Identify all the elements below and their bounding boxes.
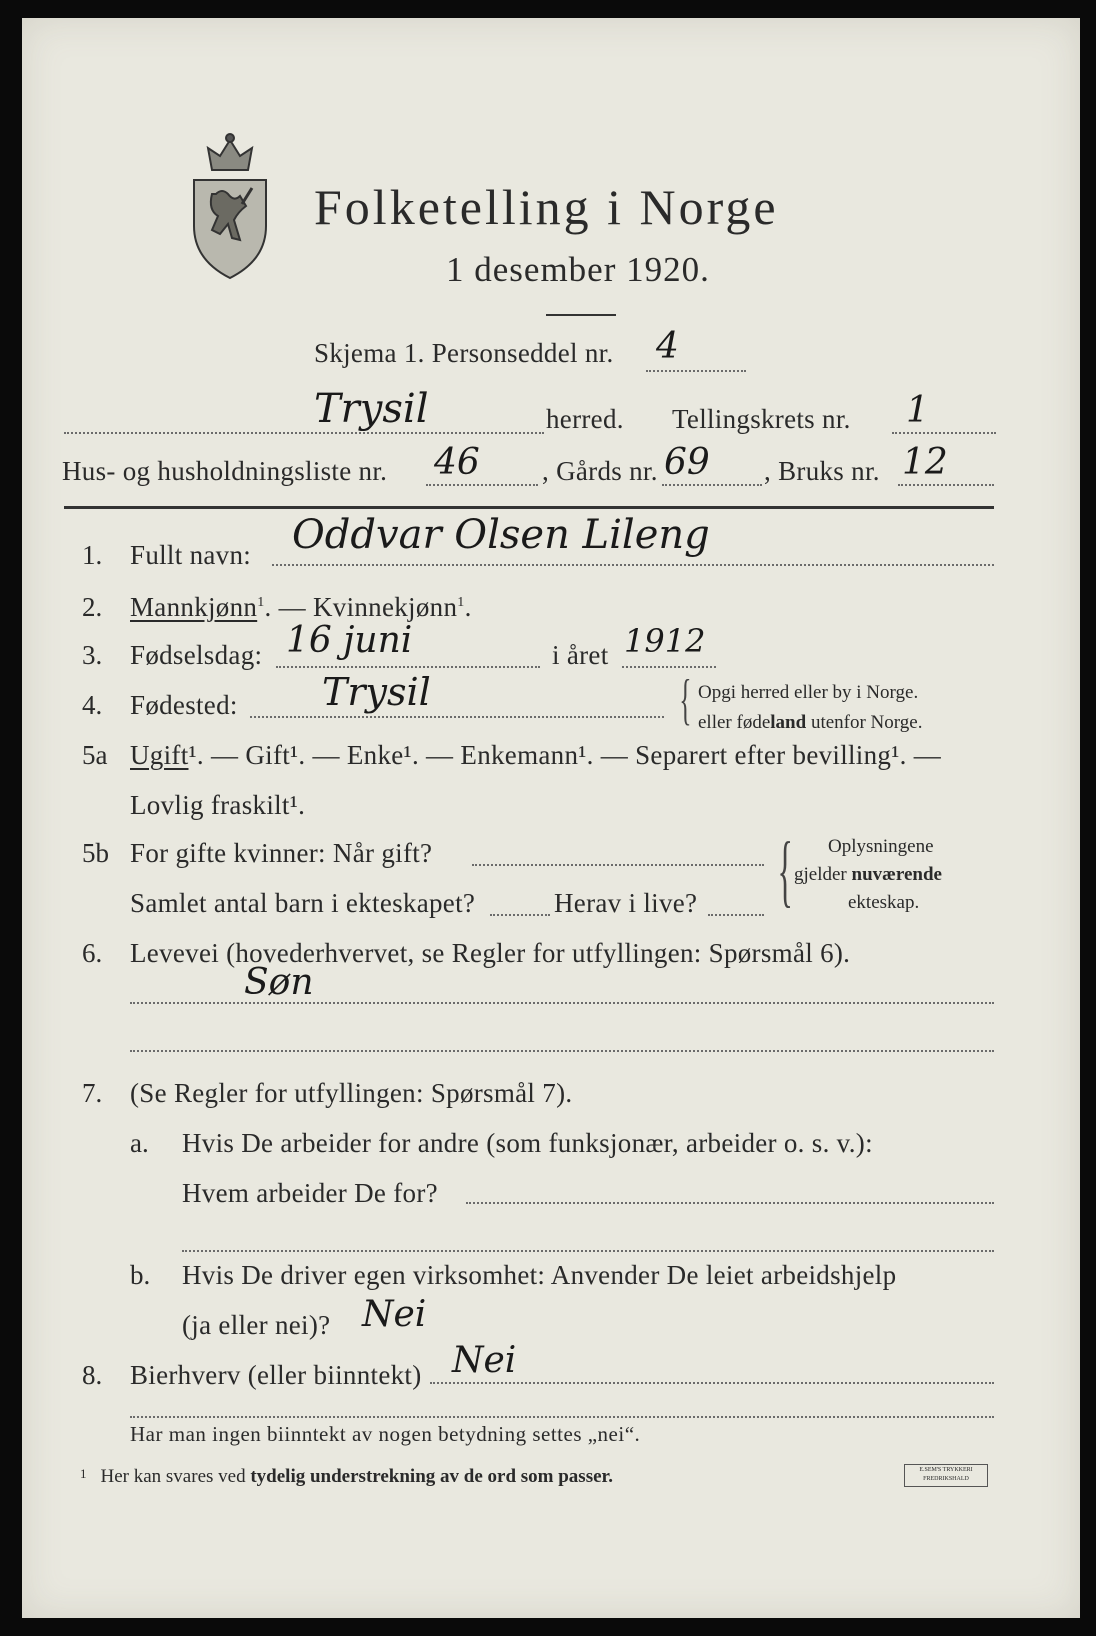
printer-stamp bbox=[904, 1464, 988, 1487]
q2-footnote-mark-2: 1 bbox=[457, 595, 465, 610]
census-form-page bbox=[22, 18, 1080, 1618]
q2-number: 2. bbox=[82, 592, 103, 622]
q7b-number: b. bbox=[130, 1260, 151, 1290]
q5b-note2-a: gjelder bbox=[794, 864, 852, 885]
q7-label: (Se Regler for utfyllingen: Spørsmål 7). bbox=[130, 1078, 573, 1108]
herred-value: Trysil bbox=[314, 386, 429, 432]
schema-number-value: 4 bbox=[656, 326, 679, 367]
q3-dotted-line bbox=[276, 666, 540, 668]
q6-label: Levevei (hovederhvervet, se Regler for utfyllingen: Spørsmål 6). bbox=[130, 938, 851, 968]
q5a-ugift-option: Ugift bbox=[130, 740, 189, 770]
q5b-note-line2 bbox=[794, 864, 942, 886]
q7b-line2: (ja eller nei)? bbox=[182, 1310, 331, 1340]
q7b-line1: Hvis De driver egen virksomhet: Anvender De leiet arbeidshjelp bbox=[182, 1260, 897, 1290]
q5b-number: 5b bbox=[82, 838, 109, 868]
herred-dotted-line bbox=[64, 432, 544, 434]
q3-year-value: 1912 bbox=[624, 622, 706, 660]
norwegian-coat-of-arms-icon bbox=[188, 130, 272, 280]
q8-number: 8. bbox=[82, 1360, 103, 1390]
q4-note-brace: { bbox=[679, 669, 692, 731]
q4-dotted-line bbox=[250, 716, 664, 718]
q4-label: Fødested: bbox=[130, 690, 238, 720]
q5a-number: 5a bbox=[82, 740, 108, 770]
footnote-text: Her kan svares ved bbox=[100, 1466, 251, 1487]
tellingskrets-label: Tellingskrets nr. bbox=[672, 404, 851, 434]
q4-note2-bold: land bbox=[770, 712, 807, 733]
q7a-line2: Hvem arbeider De for? bbox=[182, 1178, 438, 1208]
q5b-note2-bold: nuværende bbox=[851, 864, 942, 885]
q4-number: 4. bbox=[82, 690, 103, 720]
q5a-line1 bbox=[130, 740, 941, 771]
q1-full-name-value: Oddvar Olsen Lileng bbox=[292, 512, 710, 558]
q5b-children-label: Samlet antal barn i ekteskapet? bbox=[130, 888, 476, 918]
footnote-number: 1 bbox=[80, 1466, 87, 1481]
bruks-label: , Bruks nr. bbox=[764, 456, 880, 486]
footnote bbox=[80, 1466, 613, 1488]
footer-note: Har man ingen biinntekt av nogen betydning settes „nei“. bbox=[130, 1422, 641, 1446]
gards-label: , Gårds nr. bbox=[542, 456, 658, 486]
q4-note2-c: utenfor Norge. bbox=[806, 712, 923, 733]
tellingskrets-dotted-line bbox=[892, 432, 996, 434]
tellingskrets-value: 1 bbox=[906, 390, 929, 431]
q5b-alive-label: Herav i live? bbox=[554, 888, 698, 918]
q7a-number: a. bbox=[130, 1128, 149, 1158]
printer-stamp-text: E.SEM'S TRYKKERI FREDRIKSHALD bbox=[919, 1467, 973, 1482]
footer-divider bbox=[130, 1416, 994, 1418]
q3-number: 3. bbox=[82, 640, 103, 670]
q6-occupation-value: Søn bbox=[244, 962, 314, 1003]
q5b-note-line3: ekteskap. bbox=[848, 892, 920, 913]
hus-value: 46 bbox=[434, 442, 480, 483]
q3-label: Fødselsdag: bbox=[130, 640, 263, 670]
q2-female-option: Kvinnekjønn bbox=[312, 592, 458, 622]
q4-birthplace-value: Trysil bbox=[322, 670, 431, 714]
q5a-line2: Lovlig fraskilt¹. bbox=[130, 790, 306, 820]
q5b-alive-dotted-line bbox=[708, 914, 764, 916]
q4-note-line2 bbox=[698, 712, 922, 734]
q7-number: 7. bbox=[82, 1078, 103, 1108]
q8-answer-value: Nei bbox=[452, 1340, 517, 1381]
bruks-value: 12 bbox=[902, 442, 948, 483]
q5b-note-brace: { bbox=[777, 827, 793, 915]
q2-separator: . — bbox=[264, 592, 313, 622]
footnote-bold-text: tydelig understrekning av de ord som passer. bbox=[250, 1466, 613, 1487]
q6-number: 6. bbox=[82, 938, 103, 968]
gards-dotted-line bbox=[662, 484, 762, 486]
hus-dotted-line bbox=[426, 484, 538, 486]
q2-gender-options bbox=[130, 592, 472, 623]
q1-label: Fullt navn: bbox=[130, 540, 252, 570]
q4-note2-a: eller føde bbox=[698, 712, 771, 733]
q6-dotted-line-2 bbox=[130, 1050, 994, 1052]
q2-footnote-mark: 1 bbox=[257, 595, 265, 610]
q7a-dotted-line-2 bbox=[182, 1250, 994, 1252]
bruks-dotted-line bbox=[898, 484, 994, 486]
schema-dotted-line bbox=[646, 370, 746, 372]
title-divider bbox=[546, 314, 616, 316]
q8-label: Bierhverv (eller biinntekt) bbox=[130, 1360, 422, 1390]
form-title: Folketelling i Norge bbox=[314, 179, 779, 235]
q5a-other-options: ¹. — Gift¹. — Enke¹. — Enkemann¹. — Separert efter bevilling¹. — bbox=[188, 740, 941, 770]
q5b-children-dotted-line bbox=[490, 914, 550, 916]
q1-number: 1. bbox=[82, 540, 103, 570]
q5b-line1: For gifte kvinner: Når gift? bbox=[130, 838, 433, 868]
q5b-note-line1: Oplysningene bbox=[828, 836, 934, 857]
q3-birthday-value: 16 juni bbox=[286, 620, 413, 661]
gards-value: 69 bbox=[664, 442, 710, 483]
schema-label: Skjema 1. Personseddel nr. bbox=[314, 338, 614, 368]
q7a-dotted-line-1 bbox=[466, 1202, 994, 1204]
q3-year-dotted-line bbox=[622, 666, 716, 668]
q2-end: . bbox=[464, 592, 472, 622]
header-divider bbox=[64, 506, 994, 509]
hus-label: Hus- og husholdningsliste nr. bbox=[62, 456, 388, 486]
form-date: 1 desember 1920. bbox=[446, 250, 710, 289]
q3-year-label: i året bbox=[552, 640, 609, 670]
q1-dotted-line bbox=[272, 564, 994, 566]
q4-note-line1: Opgi herred eller by i Norge. bbox=[698, 682, 919, 703]
q5b-married-dotted-line bbox=[472, 864, 764, 866]
q8-dotted-line bbox=[430, 1382, 994, 1384]
q7b-answer-value: Nei bbox=[362, 1294, 427, 1335]
q2-male-option: Mannkjønn bbox=[130, 592, 258, 622]
herred-label: herred. bbox=[546, 404, 624, 434]
q7a-line1: Hvis De arbeider for andre (som funksjonær, arbeider o. s. v.): bbox=[182, 1128, 873, 1158]
